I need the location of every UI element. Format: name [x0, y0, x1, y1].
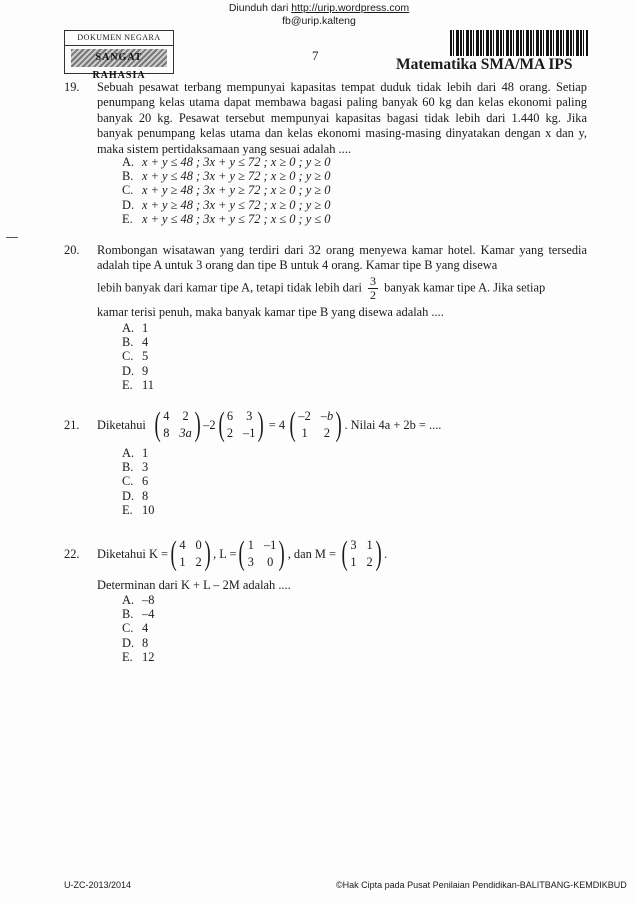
question-22-text: Determinan dari K + L – 2M adalah ....	[97, 578, 291, 592]
option-20a[interactable]: A. 1	[122, 321, 149, 335]
question-20-text-3: kamar terisi penuh, maka banyak kamar tipe B yang disewa adalah ....	[97, 305, 444, 319]
question-21-equation: Diketahui ( 4 2 8 3a ) –2 ( 6 3 2 –1 ) = 4 ( –2 –b 1 2 ) . Nilai 4a + 2b = ....	[97, 406, 442, 443]
option-21b[interactable]: B. 3	[122, 460, 149, 475]
option-22d[interactable]: D. 8	[122, 635, 149, 650]
matrix-l: ( 1 –1 3 0 )	[239, 535, 286, 572]
option-20d[interactable]: D. 9	[122, 363, 149, 378]
option-22b[interactable]: B. –4	[122, 607, 155, 622]
option-21d[interactable]: D. 8	[122, 488, 149, 503]
option-20c[interactable]: C. 5	[122, 349, 149, 364]
download-link[interactable]: http://urip.wordpress.com	[291, 2, 410, 14]
option-19a[interactable]: A. x + y ≤ 48 ; 3x + y ≤ 72 ; x ≥ 0 ; y ≥ 0	[122, 155, 331, 169]
exam-code: U-ZC-2013/2014	[64, 880, 132, 890]
question-22-options	[122, 593, 154, 664]
option-21c[interactable]: C. 6	[122, 474, 149, 489]
copyright-note: ©Hak Cipta pada Pusat Penilaian Pendidikan-BALITBANG-KEMDIKBUD	[336, 880, 627, 890]
question-19-number: 19.	[64, 80, 80, 94]
option-19c[interactable]: C. x + y ≥ 48 ; 3x + y ≥ 72 ; x ≥ 0 ; y ≥ 0	[122, 183, 331, 198]
fraction: $\frac{3}{2}$	[370, 274, 377, 302]
option-20e[interactable]: E. 11	[122, 377, 154, 392]
question-20-number: 20.	[64, 243, 80, 257]
option-21a[interactable]: A. 1	[122, 446, 149, 460]
option-19e[interactable]: E. x + y ≤ 48 ; 3x + y ≤ 72 ; x ≤ 0 ; y ≤ 0	[122, 211, 331, 226]
question-20-text-2: lebih banyak dari kamar tipe A, tetapi tidak lebih dari $\frac{3}{2}$ banyak kamar tipe A. Jika setiap	[97, 274, 546, 302]
question-20-text-1: Rombongan wisatawan yang terdiri dari 32 orang menyewa kamar hotel. Kamar yang tersedia adalah tipe A untuk 3 orang dan tipe B untuk 4 orang. Kamar tipe B yang disewa	[97, 243, 587, 273]
matrix-2: ( 6 3 2 –1 )	[218, 406, 265, 443]
question-21-options	[122, 446, 154, 517]
question-20-options	[122, 321, 154, 392]
document-classification-box	[64, 30, 174, 81]
question-21-number: 21.	[64, 418, 80, 432]
question-19-options	[122, 155, 330, 226]
barcode-icon	[450, 30, 588, 56]
facebook-note: fb@urip.kalteng	[282, 15, 356, 27]
download-source-note: Diunduh dari http://urip.wordpress.com	[228, 2, 410, 14]
option-22a[interactable]: A. –8	[122, 593, 155, 607]
document-label: DOKUMEN NEGARA	[65, 31, 173, 46]
question-19-text: Sebuah pesawat terbang mempunyai kapasitas tempat duduk tidak lebih dari 48 orang. Setiap penumpang kelas utama dapat membawa bagasi paling banyak 60 kg dan kelas ekonomi paling banyak 20 kg. Pesawat tersebut mempunyai kapasitas bagasi tidak lebih dari 1.440 kg. Jika banyak penumpang kelas utama dan kelas ekonomi masing-masing dinyatakan dengan x dan y, maka sistem pertidaksamaan yang sesuai adalah ....	[97, 80, 587, 156]
subject-title: Matematika SMA/MA IPS	[396, 56, 573, 73]
page-number: 7	[312, 48, 319, 63]
question-22-number: 22.	[64, 547, 80, 561]
matrix-k: ( 4 0 1 2 )	[170, 535, 211, 572]
option-20b[interactable]: B. 4	[122, 335, 149, 350]
option-21e[interactable]: E. 10	[122, 502, 155, 517]
matrix-3: ( –2 –b 1 2 )	[289, 406, 342, 443]
option-22c[interactable]: C. 4	[122, 621, 149, 636]
matrix-1: ( 4 2 8 3a )	[154, 406, 201, 443]
secret-stamp: SANGAT RAHASIA	[71, 49, 167, 67]
option-19b[interactable]: B. x + y ≤ 48 ; 3x + y ≥ 72 ; x ≥ 0 ; y ≥ 0	[122, 169, 331, 184]
matrix-m: ( 3 1 1 2 )	[341, 535, 382, 572]
margin-mark	[6, 237, 18, 238]
option-19d[interactable]: D. x + y ≥ 48 ; 3x + y ≤ 72 ; x ≥ 0 ; y ≥ 0	[122, 197, 331, 212]
option-22e[interactable]: E. 12	[122, 649, 155, 664]
question-22-equation: Diketahui K = ( 4 0 1 2 ) , L = ( 1 –1 3 0 ) , dan M = ( 3 1 1 2 ) .	[97, 535, 388, 572]
